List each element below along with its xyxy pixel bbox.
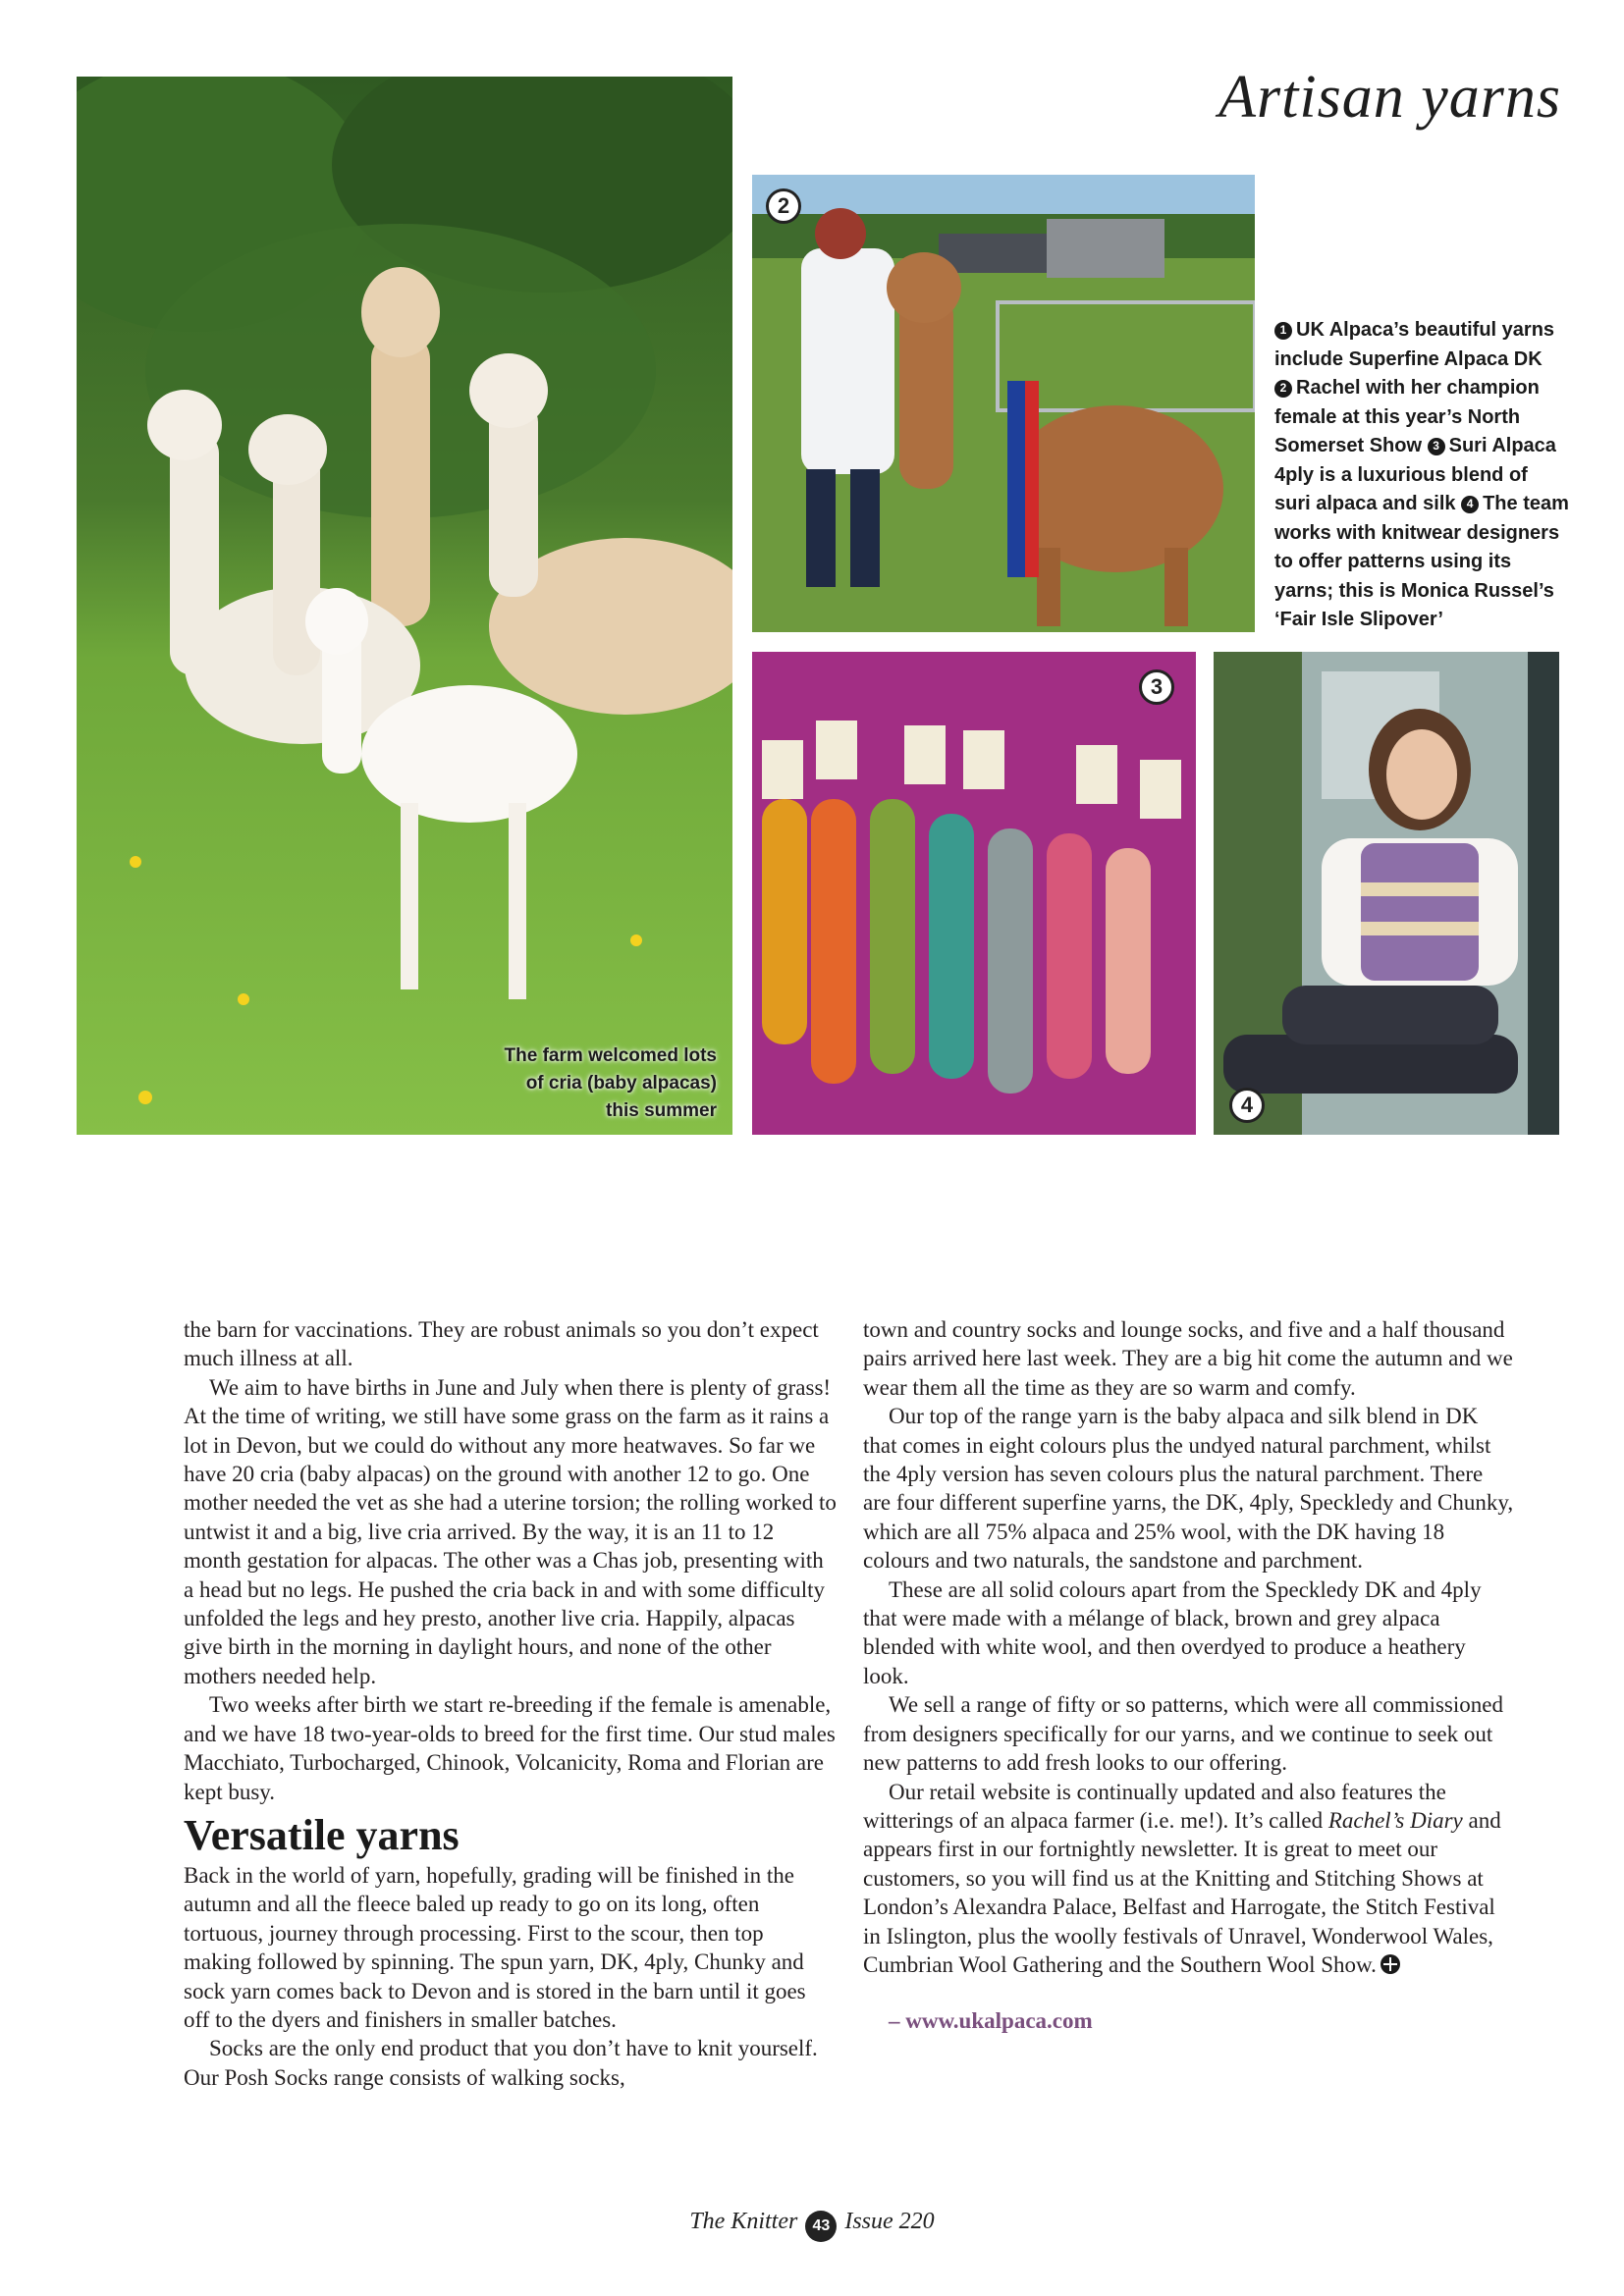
designer-illustration [1214, 652, 1559, 1135]
photo-designer [1214, 652, 1559, 1135]
paragraph: town and country socks and lounge socks, and five and a half thousand pairs arrived here last week. They are a big hit come the autumn and we wear them all the time as they are so warm and comfy. [863, 1317, 1513, 1400]
caption-text: The team works with knitwear designers to offer patterns using its yarns; this is Monica Russel’s ‘Fair Isle Slipover’ [1274, 493, 1569, 630]
show-illustration [752, 175, 1255, 632]
section-title: Artisan yarns [1218, 64, 1561, 131]
magazine-name: The Knitter [689, 2209, 798, 2234]
photo-show [752, 175, 1255, 632]
page-number: 43 [805, 2211, 837, 2242]
photo-number-badge: 4 [1229, 1088, 1265, 1123]
photo-number-badge: 2 [766, 188, 801, 224]
paragraph: Two weeks after birth we start re-breeding if the female is amenable, and we have 18 two-year-olds to breed for the first time. Our stud males Macchiato, Turbocharged, Chinook, Volcanicity, Roma and Florian are kept busy. [184, 1692, 836, 1804]
photo-number-badge: 3 [1139, 669, 1174, 705]
paragraph: We sell a range of fifty or so patterns, which were all commissioned from designers specifically for our yarns, and we continue to seek out new patterns to add fresh looks to our offering. [863, 1692, 1503, 1776]
caption-number: 1 [1274, 322, 1292, 340]
paragraph: Our top of the range yarn is the baby alpaca and silk blend in DK that comes in eight colours plus the undyed natural parchment, whilst the 4ply version has seven colours plus the natural parchment. There are four different superfine yarns, the DK, 4ply, Speckledy and Chunky, which are all 75% alpaca and 25% wool, with the DK having 18 colours and two naturals, the sandstone and parchment. [863, 1404, 1514, 1574]
paragraph: Socks are the only end product that you don’t have to knit yourself. Our Posh Socks range consists of walking socks, [184, 2036, 818, 2090]
photo-yarns [752, 652, 1196, 1135]
subheading: Versatile yarns [184, 1810, 460, 1859]
caption-text: UK Alpaca’s beautiful yarns include Superfine Alpaca DK [1274, 319, 1555, 370]
article-column-left [184, 1315, 837, 2092]
paragraph: the barn for vaccinations. They are robust animals so you don’t expect much illness at all. [184, 1317, 819, 1371]
alpacas-illustration [77, 77, 732, 1135]
paragraph: Back in the world of yarn, hopefully, grading will be finished in the autumn and all the fleece baled up ready to go on its long, often tortuous, journey through processing. First to the scour, then top making followed by spinning. The spun yarn, DK, 4ply, Chunky and sock yarn comes back to Devon and is stored in the barn until it goes off to the dyers and finishers in smaller batches. [184, 1862, 806, 2032]
caption-number: 4 [1461, 496, 1479, 513]
article-column-right [863, 1315, 1516, 2036]
side-caption [1274, 316, 1569, 635]
issue-number: Issue 220 [844, 2209, 935, 2234]
paragraph: Our retail website is continually updated and also features the witterings of an alpaca farmer (i.e. me!). It’s called Rachel’s Diary and appears first in our fortnightly newsletter. It is great to meet our customers, so you will find us at the Knitting and Stitching Shows at London’s Alexandra Palace, Belfast and Harrogate, the Stitch Festival in Islington, plus the woolly festivals of Unravel, Wonderwool Wales, Cumbrian Wool Gathering and the Southern Wool Show. [863, 1779, 1501, 1977]
paragraph: These are all solid colours apart from the Speckledy DK and 4ply that were made with a mélange of black, brown and grey alpaca blended with white wool, and then overdyed to produce a heathery look. [863, 1576, 1482, 1688]
photo-caption-cria: The farm welcomed lots of cria (baby alpacas) this summer [504, 1045, 717, 1121]
paragraph: We aim to have births in June and July when there is plenty of grass! At the time of writing, we still have some grass on the farm as it rains a lot in Devon, but we could do without any more heatwaves. So far we have 20 cria (baby alpacas) on the ground with another 12 to go. One mother needed the vet as she had a uterine torsion; the rolling worked to untwist it and a big, live cria arrived. By the way, it is an 11 to 12 month gestation for alpacas. The other was a Chas job, presenting with a head but no legs. He pushed the cria back in and with some difficulty unfolded the legs and hey presto, another live cria. Happily, alpacas give birth in the morning in daylight hours, and none of the other mothers needed help. [184, 1374, 837, 1688]
page-footer [0, 2209, 1624, 2242]
caption-text: Suri Alpaca 4ply is a luxurious blend of suri alpaca and silk [1274, 435, 1556, 514]
caption-text: Rachel with her champion female at this year’s North Somerset Show [1274, 377, 1540, 456]
end-mark-icon [1380, 1954, 1400, 1974]
caption-number: 2 [1274, 380, 1292, 398]
diary-title: Rachel’s Diary [1327, 1807, 1463, 1833]
caption-number: 3 [1428, 438, 1445, 455]
yarns-illustration [752, 652, 1196, 1135]
photo-alpacas [77, 77, 732, 1135]
website-link[interactable]: – www.ukalpaca.com [889, 2008, 1093, 2034]
